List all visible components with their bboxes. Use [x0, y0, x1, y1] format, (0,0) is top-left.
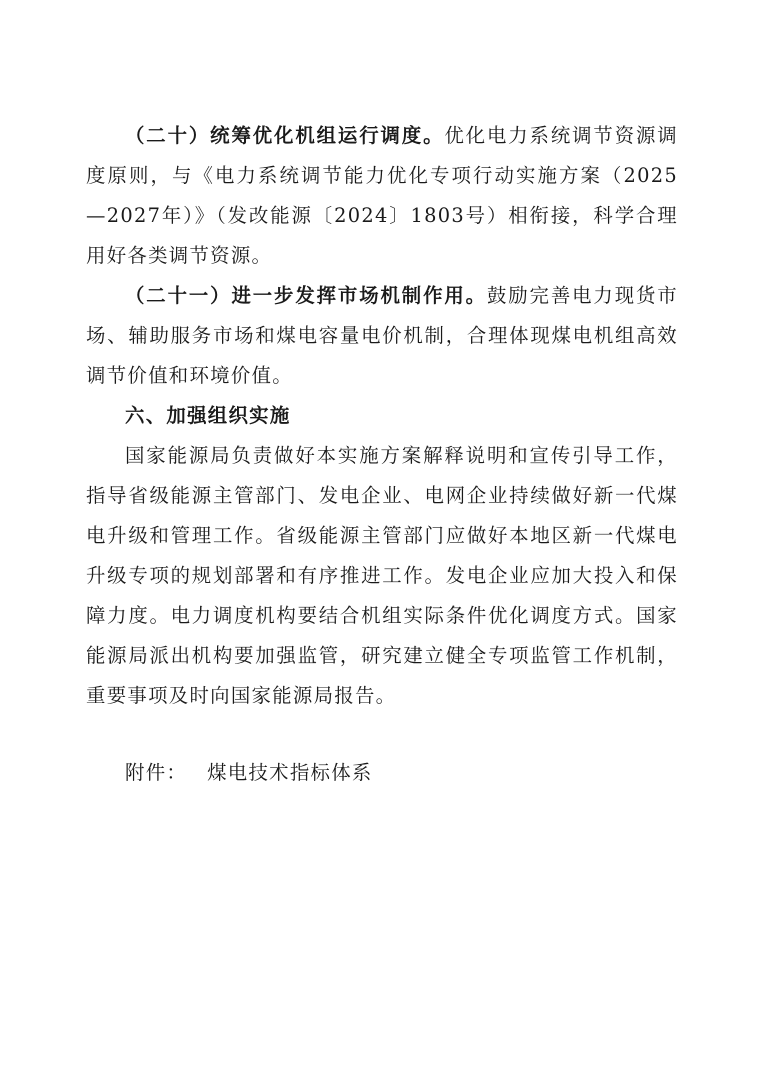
attachment-line [86, 753, 678, 793]
item-21-title: （二十一）进一步发挥市场机制作用。 [125, 284, 487, 307]
document-page [86, 116, 678, 793]
section-6-body: 国家能源局负责做好本实施方案解释说明和宣传引导工作，指导省级能源主管部门、发电企业、电网企业持续做好新一代煤电升级和管理工作。省级能源主管部门应做好本地区新一代煤电升级专项的规划部署和有序推进工作。发电企业应加大投入和保障力度。电力调度机构要结合机组实际条件优化调度方式。国家能源局派出机构要加强监管，研究建立健全专项监管工作机制，重要事项及时向国家能源局报告。 [86, 444, 678, 707]
item-20-body: 优化电力系统调节资源调度原则，与《电力系统调节能力优化专项行动实施方案（2025—2027年）》（发改能源〔2024〕1803号）相衔接，科学合理用好各类调节资源。 [86, 124, 678, 267]
section-6-heading: 六、加强组织实施 [125, 404, 291, 427]
item-20-title: （二十）统筹优化机组运行调度。 [125, 124, 445, 147]
item-21-body: 鼓励完善电力现货市场、辅助服务市场和煤电容量电价机制，合理体现煤电机组高效调节价值和环境价值。 [86, 284, 678, 387]
attachment-label: 附件： [125, 761, 188, 784]
paragraph-item-21 [86, 276, 678, 396]
attachment-title: 煤电技术指标体系 [207, 761, 373, 784]
paragraph-item-20 [86, 116, 678, 276]
